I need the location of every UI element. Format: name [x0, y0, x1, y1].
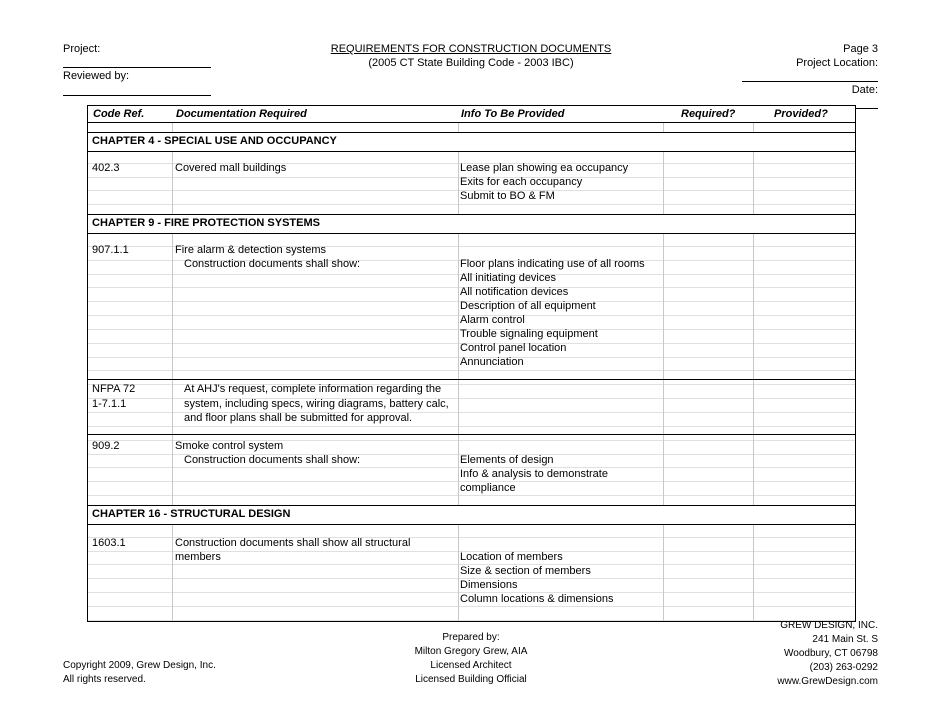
code-ref: NFPA 72	[92, 383, 136, 395]
requirements-table	[87, 105, 856, 622]
prepared-line: Milton Gregory Grew, AIA	[414, 646, 528, 657]
project-label: Project:	[63, 43, 101, 55]
col-divider-4	[753, 105, 754, 621]
company-address: 241 Main St. S	[812, 634, 878, 645]
code-ref: 402.3	[92, 162, 120, 174]
code-ref: 907.1.1	[92, 244, 129, 256]
info-text: Info & analysis to demonstrate	[460, 468, 608, 480]
reviewed-blank	[63, 95, 211, 96]
prepared-line: Licensed Architect	[430, 660, 512, 671]
date-label: Date:	[851, 84, 878, 96]
chapter-row	[88, 214, 855, 234]
copyright-line: Copyright 2009, Grew Design, Inc.	[63, 660, 216, 671]
info-text: Dimensions	[460, 579, 518, 591]
documentation-text: Construction documents shall show:	[184, 454, 361, 466]
company-phone: (203) 263-0292	[809, 662, 878, 673]
chapter-row	[88, 132, 855, 152]
prepared-line: Prepared by:	[442, 632, 500, 643]
prepared-by-block	[415, 631, 528, 687]
info-text: Column locations & dimensions	[460, 593, 614, 605]
grid-line	[88, 620, 855, 621]
code-ref: 909.2	[92, 440, 120, 452]
chapter-title: CHAPTER 16 - STRUCTURAL DESIGN	[92, 508, 291, 520]
chapter-row	[88, 505, 855, 525]
company-block	[777, 619, 878, 689]
info-text: Control panel location	[460, 342, 567, 354]
company-city: Woodbury, CT 06798	[784, 648, 878, 659]
info-text: Location of members	[460, 551, 563, 563]
col-header-info: Info To Be Provided	[461, 108, 565, 120]
page-number: Page 3	[843, 43, 878, 55]
documentation-text: and floor plans shall be submitted for approval.	[184, 412, 413, 424]
info-text: Description of all equipment	[460, 300, 596, 312]
documentation-text: Fire alarm & detection systems	[175, 244, 326, 256]
company-name: GREW DESIGN, INC.	[780, 620, 878, 631]
col-header-code: Code Ref.	[93, 108, 145, 120]
info-text: Size & section of members	[460, 565, 591, 577]
col-header-documentation: Documentation Required	[176, 108, 307, 120]
copyright-block	[63, 659, 216, 687]
documentation-text: Smoke control system	[175, 440, 284, 452]
grid-line	[88, 370, 855, 371]
documentation-text: members	[175, 551, 221, 563]
row-separator	[88, 379, 855, 380]
col-divider-2	[458, 105, 459, 621]
grid-line	[88, 426, 855, 427]
col-header-provided: Provided?	[774, 108, 828, 120]
page-title: REQUIREMENTS FOR CONSTRUCTION DOCUMENTS	[330, 43, 612, 55]
grid-line	[88, 606, 855, 607]
info-text: Trouble signaling equipment	[460, 328, 598, 340]
documentation-text: At AHJ's request, complete information regarding the	[184, 383, 442, 395]
page-subtitle: (2005 CT State Building Code - 2003 IBC)	[368, 57, 574, 69]
info-text: Submit to BO & FM	[460, 190, 555, 202]
project-location-label: Project Location:	[796, 57, 878, 69]
project-blank	[63, 67, 211, 68]
col-divider-3	[663, 105, 664, 621]
col-divider-1	[172, 105, 173, 621]
row-separator	[88, 434, 855, 435]
info-text: Floor plans indicating use of all rooms	[460, 258, 645, 270]
info-text: All notification devices	[460, 286, 569, 298]
reviewed-label: Reviewed by:	[63, 70, 130, 82]
code-ref: 1-7.1.1	[92, 398, 127, 410]
info-text: compliance	[460, 482, 516, 494]
code-ref: 1603.1	[92, 537, 126, 549]
info-text: Exits for each occupancy	[460, 176, 583, 188]
info-text: Elements of design	[460, 454, 554, 466]
grid-line	[88, 204, 855, 205]
project-location-blank	[742, 81, 878, 82]
prepared-line: Licensed Building Official	[415, 674, 527, 685]
table-header-row	[88, 105, 855, 123]
company-website[interactable]: www.GrewDesign.com	[777, 676, 878, 687]
documentation-text: Construction documents shall show:	[184, 258, 361, 270]
grid-line	[88, 495, 855, 496]
chapter-title: CHAPTER 4 - SPECIAL USE AND OCCUPANCY	[92, 135, 337, 147]
documentation-text: Covered mall buildings	[175, 162, 287, 174]
info-text: Lease plan showing ea occupancy	[460, 162, 629, 174]
info-text: All initiating devices	[460, 272, 556, 284]
info-text: Annunciation	[460, 356, 524, 368]
col-header-required: Required?	[681, 108, 736, 120]
documentation-text: system, including specs, wiring diagrams, battery calc,	[184, 398, 449, 410]
info-text: Alarm control	[460, 314, 525, 326]
documentation-text: Construction documents shall show all structural	[175, 537, 411, 549]
chapter-title: CHAPTER 9 - FIRE PROTECTION SYSTEMS	[92, 217, 320, 229]
copyright-line: All rights reserved.	[63, 674, 146, 685]
